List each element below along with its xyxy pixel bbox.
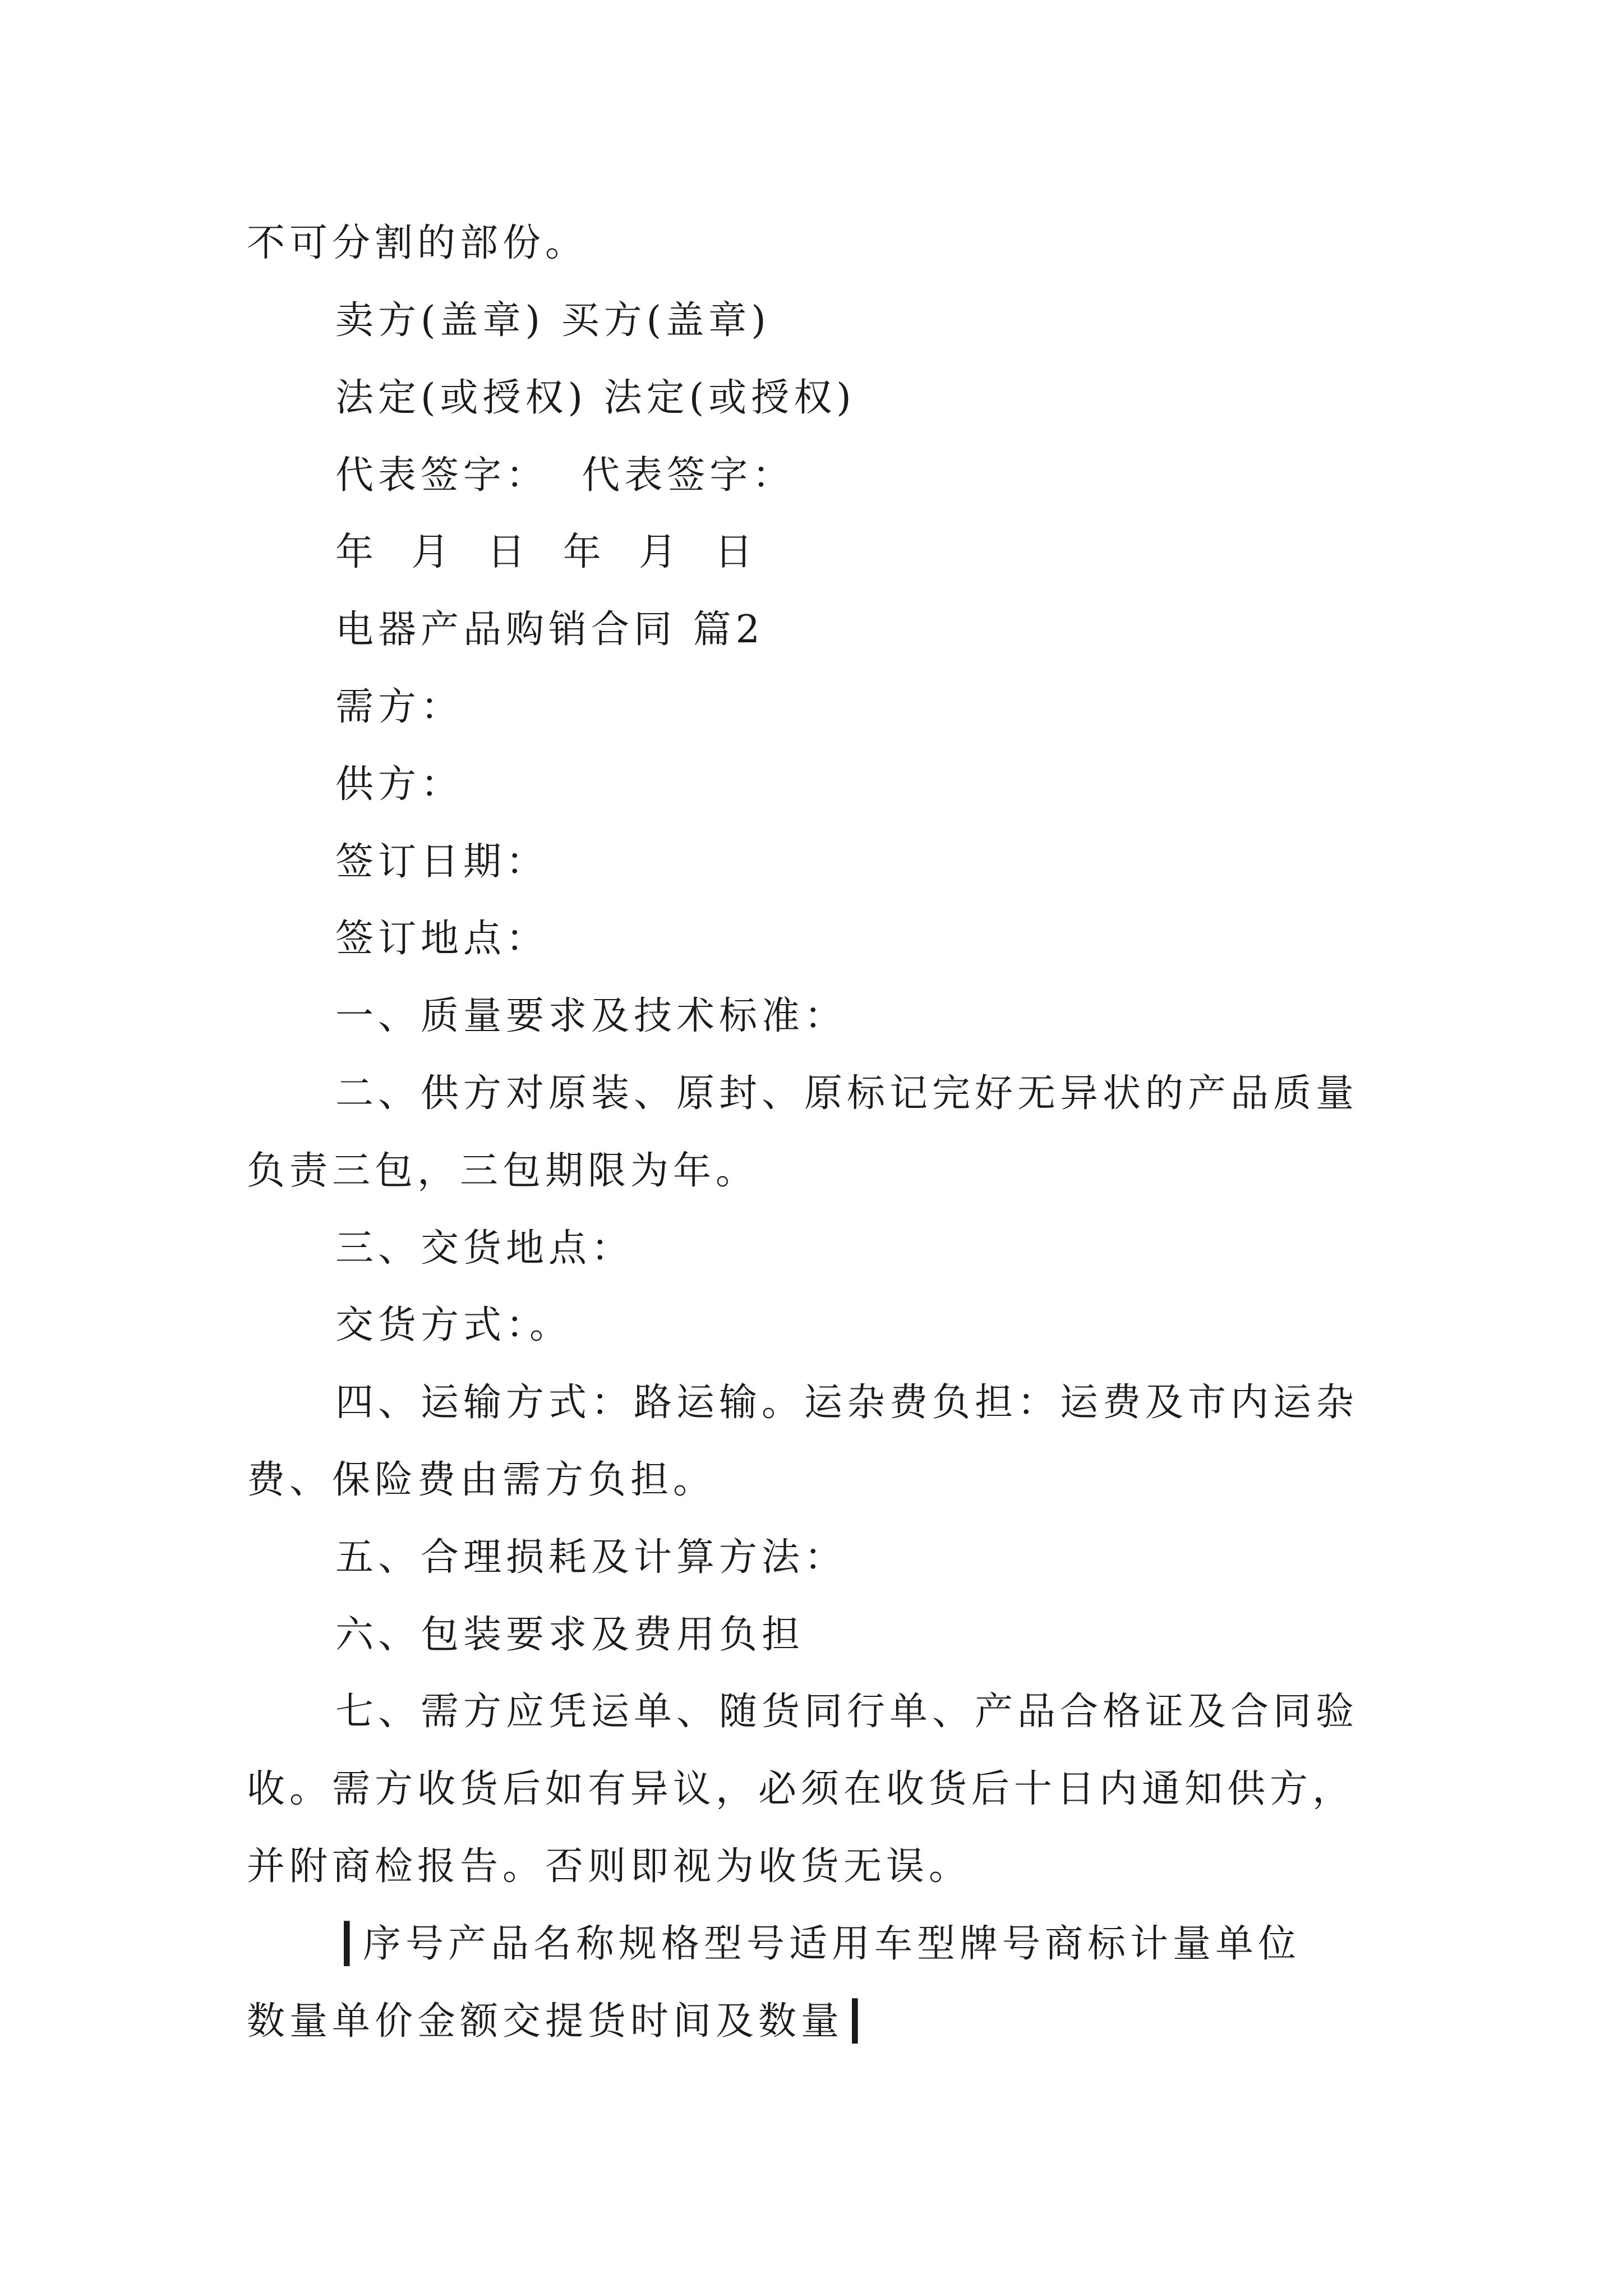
text-line: ┃序号产品名称规格型号适用车型牌号商标计量单位 [335, 1922, 1301, 1966]
text-line: 二、供方对原装、原封、原标记完好无异状的产品质量 [335, 1071, 1359, 1116]
text-line: 数量单价金额交提货时间及数量┃ [247, 1999, 871, 2044]
text-line: 五、合理损耗及计算方法： [335, 1535, 847, 1580]
text-line: 签订地点： [335, 917, 549, 961]
text-line: 卖方(盖章) 买方(盖章) [335, 298, 771, 343]
text-line: 六、包装要求及费用负担 [335, 1613, 805, 1657]
text-line: 收。需方收货后如有异议，必须在收货后十日内通知供方， [247, 1767, 1355, 1811]
text-line: 法定(或授权) 法定(或授权) [335, 376, 856, 420]
text-line: 三、交货地点： [335, 1226, 634, 1271]
text-line: 七、需方应凭运单、随货同行单、产品合格证及合同验 [335, 1690, 1359, 1734]
text-line: 需方： [335, 685, 464, 729]
text-line: 代表签字： 代表签字： [335, 453, 795, 498]
text-line: 不可分割的部份。 [247, 221, 588, 265]
section-heading: 电器产品购销合同 篇2 [335, 608, 764, 652]
text-line: 交货方式：。 [335, 1303, 573, 1347]
text-line: 四、运输方式：路运输。运杂费负担：运费及市内运杂 [335, 1381, 1359, 1425]
text-line: 费、保险费由需方负担。 [247, 1458, 716, 1502]
text-line: 负责三包，三包期限为年。 [247, 1149, 759, 1193]
text-line: 年 月 日 年 月 日 [335, 530, 758, 574]
text-line: 并附商检报告。否则即视为收货无误。 [247, 1844, 972, 1889]
text-line: 一、质量要求及技术标准： [335, 994, 847, 1038]
text-line: 供方： [335, 762, 464, 807]
text-line: 签订日期： [335, 840, 549, 884]
